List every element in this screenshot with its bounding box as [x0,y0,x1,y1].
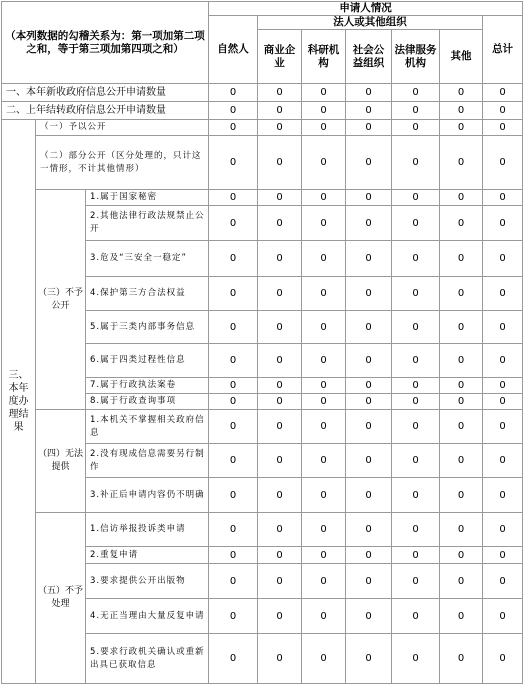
cell-value: 0 [440,444,483,478]
header-legal-group: 法人或其他组织 [258,16,483,30]
cell-value: 0 [440,547,483,564]
cell-value: 0 [209,277,258,311]
cell-value: 0 [258,311,302,344]
cell-value: 0 [392,120,440,136]
cell-value: 0 [209,84,258,102]
cell-value: 0 [209,120,258,136]
row-label-deny: 7.属于行政执法案卷 [86,378,209,394]
cell-value: 0 [209,311,258,344]
table-row [2,102,523,120]
cell-value: 0 [440,599,483,634]
cell-value: 0 [209,394,258,410]
cell-value: 0 [483,564,523,599]
cell-value: 0 [302,102,346,120]
cell-value: 0 [392,311,440,344]
row-label-deny: 3.危及“三安全一稳定” [86,241,209,277]
cell-value: 0 [209,378,258,394]
cell-value: 0 [483,311,523,344]
cell-value: 0 [346,190,392,206]
cell-value: 0 [483,634,523,684]
cell-value: 0 [483,513,523,547]
cell-value: 0 [258,444,302,478]
header-note: （本列数据的勾稽关系为：第一项加第二项之和，等于第三项加第四项之和） [2,2,209,84]
row-label-noprocess: 4.无正当理由大量反复申请 [86,599,209,634]
cell-value: 0 [258,478,302,513]
table-row [2,84,523,102]
group-deny: （三）不予公开 [36,190,86,410]
cell-value: 0 [440,120,483,136]
cell-value: 0 [209,634,258,684]
cell-value: 0 [440,206,483,241]
cell-value: 0 [440,344,483,378]
cell-value: 0 [392,84,440,102]
cell-value: 0 [302,564,346,599]
cell-value: 0 [258,513,302,547]
cell-value: 0 [302,190,346,206]
cell-value: 0 [392,378,440,394]
cell-value: 0 [392,241,440,277]
row-label-open: （一）予以公开 [36,120,209,136]
cell-value: 0 [258,190,302,206]
cell-value: 0 [483,190,523,206]
cell-value: 0 [346,120,392,136]
cell-value: 0 [483,120,523,136]
cell-value: 0 [346,344,392,378]
row-label-deny: 4.保护第三方合法权益 [86,277,209,311]
cell-value: 0 [392,410,440,444]
cell-value: 0 [302,241,346,277]
row-label-cannot: 1.本机关不掌握相关政府信息 [86,410,209,444]
row-label-deny: 6.属于四类过程性信息 [86,344,209,378]
table-row [2,136,523,190]
cell-value: 0 [258,344,302,378]
cell-value: 0 [209,241,258,277]
cell-value: 0 [440,478,483,513]
cell-value: 0 [346,84,392,102]
cell-value: 0 [209,599,258,634]
row-label-new-applications: 一、本年新收政府信息公开申请数量 [2,84,209,102]
row-label-deny: 5.属于三类内部事务信息 [86,311,209,344]
cell-value: 0 [346,241,392,277]
row-label-noprocess: 3.要求提供公开出版物 [86,564,209,599]
cell-value: 0 [392,190,440,206]
cell-value: 0 [209,102,258,120]
cell-value: 0 [302,277,346,311]
cell-value: 0 [483,277,523,311]
cell-value: 0 [440,410,483,444]
cell-value: 0 [258,634,302,684]
cell-value: 0 [346,102,392,120]
cell-value: 0 [346,564,392,599]
cell-value: 0 [440,102,483,120]
cell-value: 0 [302,634,346,684]
cell-value: 0 [346,311,392,344]
cell-value: 0 [346,478,392,513]
cell-value: 0 [258,410,302,444]
header-social: 社会公益组织 [346,30,392,84]
cell-value: 0 [302,478,346,513]
cell-value: 0 [209,547,258,564]
cell-value: 0 [302,311,346,344]
cell-value: 0 [258,394,302,410]
cell-value: 0 [258,564,302,599]
header-legal-service: 法律服务机构 [392,30,440,84]
cell-value: 0 [346,513,392,547]
cell-value: 0 [440,311,483,344]
cell-value: 0 [302,547,346,564]
row-label-deny: 1.属于国家秘密 [86,190,209,206]
cell-value: 0 [483,206,523,241]
cell-value: 0 [483,241,523,277]
cell-value: 0 [483,394,523,410]
cell-value: 0 [483,344,523,378]
row-label-noprocess: 2.重复申请 [86,547,209,564]
cell-value: 0 [258,547,302,564]
cell-value: 0 [258,136,302,190]
row-label-carried-over: 二、上年结转政府信息公开申请数量 [2,102,209,120]
cell-value: 0 [302,136,346,190]
cell-value: 0 [392,206,440,241]
table-row [2,190,523,206]
header-total: 总计 [483,16,523,84]
cell-value: 0 [258,120,302,136]
cell-value: 0 [440,513,483,547]
cell-value: 0 [483,547,523,564]
header-natural-person: 自然人 [209,16,258,84]
cell-value: 0 [483,102,523,120]
cell-value: 0 [483,444,523,478]
cell-value: 0 [302,394,346,410]
row-label-noprocess: 5.要求行政机关确认或重新出具已获取信息 [86,634,209,684]
header-research: 科研机构 [302,30,346,84]
cell-value: 0 [392,478,440,513]
cell-value: 0 [209,564,258,599]
cell-value: 0 [392,394,440,410]
cell-value: 0 [483,84,523,102]
cell-value: 0 [392,564,440,599]
cell-value: 0 [258,206,302,241]
table-row [2,513,523,547]
cell-value: 0 [258,241,302,277]
cell-value: 0 [346,599,392,634]
cell-value: 0 [302,599,346,634]
cell-value: 0 [483,410,523,444]
cell-value: 0 [258,599,302,634]
cell-value: 0 [392,547,440,564]
row-label-deny: 8.属于行政查询事项 [86,394,209,410]
cell-value: 0 [440,634,483,684]
table-row [2,120,523,136]
cell-value: 0 [392,444,440,478]
cell-value: 0 [483,136,523,190]
cell-value: 0 [392,599,440,634]
row-label-noprocess: 1.信访举报投诉类申请 [86,513,209,547]
cell-value: 0 [209,190,258,206]
cell-value: 0 [302,513,346,547]
cell-value: 0 [346,277,392,311]
cell-value: 0 [302,344,346,378]
cell-value: 0 [302,410,346,444]
cell-value: 0 [346,634,392,684]
cell-value: 0 [346,547,392,564]
cell-value: 0 [392,136,440,190]
cell-value: 0 [440,241,483,277]
header-applicant-status: 申请人情况 [209,2,523,16]
cell-value: 0 [258,102,302,120]
cell-value: 0 [346,206,392,241]
cell-value: 0 [346,378,392,394]
cell-value: 0 [483,478,523,513]
cell-value: 0 [440,564,483,599]
cell-value: 0 [209,513,258,547]
cell-value: 0 [440,277,483,311]
cell-value: 0 [440,84,483,102]
cell-value: 0 [392,277,440,311]
row-label-deny: 2.其他法律行政法规禁止公开 [86,206,209,241]
cell-value: 0 [392,344,440,378]
cell-value: 0 [346,394,392,410]
cell-value: 0 [483,599,523,634]
header-commercial: 商业企业 [258,30,302,84]
cell-value: 0 [209,206,258,241]
cell-value: 0 [440,394,483,410]
cell-value: 0 [258,378,302,394]
group-not-processed: （五）不予处理 [36,513,86,684]
cell-value: 0 [392,634,440,684]
cell-value: 0 [483,378,523,394]
cell-value: 0 [209,344,258,378]
cell-value: 0 [440,190,483,206]
cell-value: 0 [346,444,392,478]
cell-value: 0 [440,378,483,394]
cell-value: 0 [209,136,258,190]
cell-value: 0 [302,84,346,102]
cell-value: 0 [302,206,346,241]
cell-value: 0 [258,277,302,311]
cell-value: 0 [392,513,440,547]
row-label-partial: （二）部分公开（区分处理的，只计这一情形，不计其他情形） [36,136,209,190]
cell-value: 0 [302,378,346,394]
report-table [1,1,523,684]
group-cannot-provide: （四）无法提供 [36,410,86,513]
section-processing-results: 三、本年度办理结果 [2,120,36,684]
cell-value: 0 [440,136,483,190]
cell-value: 0 [302,444,346,478]
table-row [2,410,523,444]
row-label-cannot: 3.补正后申请内容仍不明确 [86,478,209,513]
cell-value: 0 [346,136,392,190]
cell-value: 0 [258,84,302,102]
cell-value: 0 [302,120,346,136]
cell-value: 0 [209,444,258,478]
header-other: 其他 [440,30,483,84]
cell-value: 0 [346,410,392,444]
row-label-cannot: 2.没有现成信息需要另行制作 [86,444,209,478]
cell-value: 0 [209,478,258,513]
cell-value: 0 [392,102,440,120]
cell-value: 0 [209,410,258,444]
